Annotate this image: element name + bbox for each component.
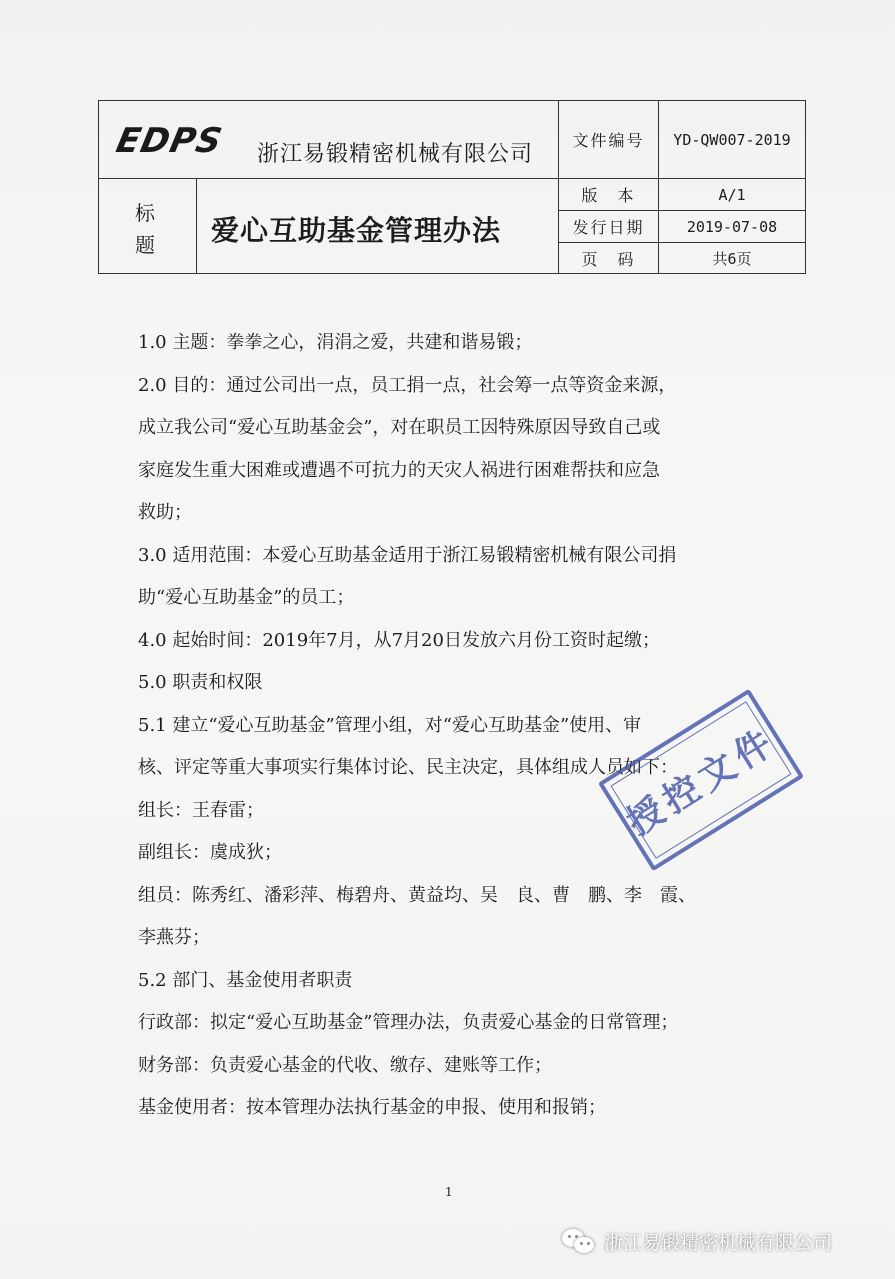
- page-number: 1: [445, 1185, 453, 1199]
- stamp-text: 授控文件: [619, 719, 785, 845]
- meta-row-file-number: [559, 101, 805, 179]
- meta-row-issue-date: [559, 211, 805, 243]
- meta-value: 2019-07-08: [686, 217, 778, 236]
- meta-key: 发行日期: [559, 211, 659, 242]
- company-name: 浙江易锻精密机械有限公司: [257, 142, 534, 167]
- doc-title-cell: [197, 179, 559, 273]
- header-table: [98, 100, 806, 274]
- body-line: 组员：陈秀红、潘彩萍、梅碧舟、黄益均、吴 良、曹 鹏、李 霞、: [138, 884, 696, 906]
- body-line: 3.0 适用范围：本爱心互助基金适用于浙江易锻精密机械有限公司捐: [138, 544, 677, 566]
- meta-row-pages: [559, 243, 805, 273]
- meta-key: 版 本: [559, 179, 659, 210]
- title-label: 标题: [135, 201, 155, 257]
- wechat-icon: [562, 1227, 596, 1255]
- body-line: 成立我公司“爱心互助基金会”，对在职员工因特殊原因导致自己或: [138, 417, 661, 438]
- logo-cell: [99, 101, 559, 179]
- body-line: 基金使用者：按本管理办法执行基金的申报、使用和报销；: [138, 1097, 606, 1118]
- body-line: 5.2 部门、基金使用者职责: [138, 969, 353, 991]
- meta-value: YD-QW007-2019: [673, 130, 791, 149]
- body-line: 救助；: [138, 502, 192, 523]
- company-logo: EDPS: [112, 121, 227, 161]
- document-body: [138, 322, 778, 1130]
- meta-row-version: [559, 179, 805, 211]
- body-line: 组长：王春雷；: [138, 799, 264, 821]
- footer-brand-text: 浙江易锻精密机械有限公司: [604, 1231, 833, 1254]
- meta-key: 文件编号: [559, 101, 659, 178]
- body-line: 副组长：虞成狄；: [138, 842, 282, 863]
- meta-value: A/1: [718, 185, 746, 204]
- meta-value: 共6页: [712, 249, 752, 268]
- body-line: 李燕芬；: [138, 927, 210, 948]
- body-line: 核、评定等重大事项实行集体讨论、民主决定，具体组成人员如下：: [138, 757, 678, 778]
- footer-watermark: [562, 1224, 832, 1258]
- body-line: 5.1 建立“爱心互助基金”管理小组，对“爱心互助基金”使用、审: [138, 714, 642, 736]
- meta-key: 页 码: [559, 243, 659, 273]
- body-line: 行政部：拟定“爱心互助基金”管理办法，负责爱心基金的日常管理；: [138, 1012, 679, 1033]
- body-line: 财务部：负责爱心基金的代收、缴存、建账等工作；: [138, 1054, 552, 1076]
- body-line: 1.0 主题：拳拳之心，涓涓之爱，共建和谐易锻；: [138, 332, 533, 353]
- body-line: 5.0 职责和权限: [138, 672, 263, 693]
- title-label-cell: [99, 179, 197, 273]
- body-line: 助“爱心互助基金”的员工；: [138, 587, 355, 608]
- body-line: 2.0 目的：通过公司出一点，员工捐一点，社会筹一点等资金来源，: [138, 374, 677, 396]
- doc-title: 爱心互助基金管理办法: [211, 214, 502, 247]
- body-line: 4.0 起始时间：2019年7月，从7月20日发放六月份工资时起缴；: [138, 629, 660, 651]
- body-line: 家庭发生重大困难或遭遇不可抗力的天灾人祸进行困难帮扶和应急: [138, 459, 660, 481]
